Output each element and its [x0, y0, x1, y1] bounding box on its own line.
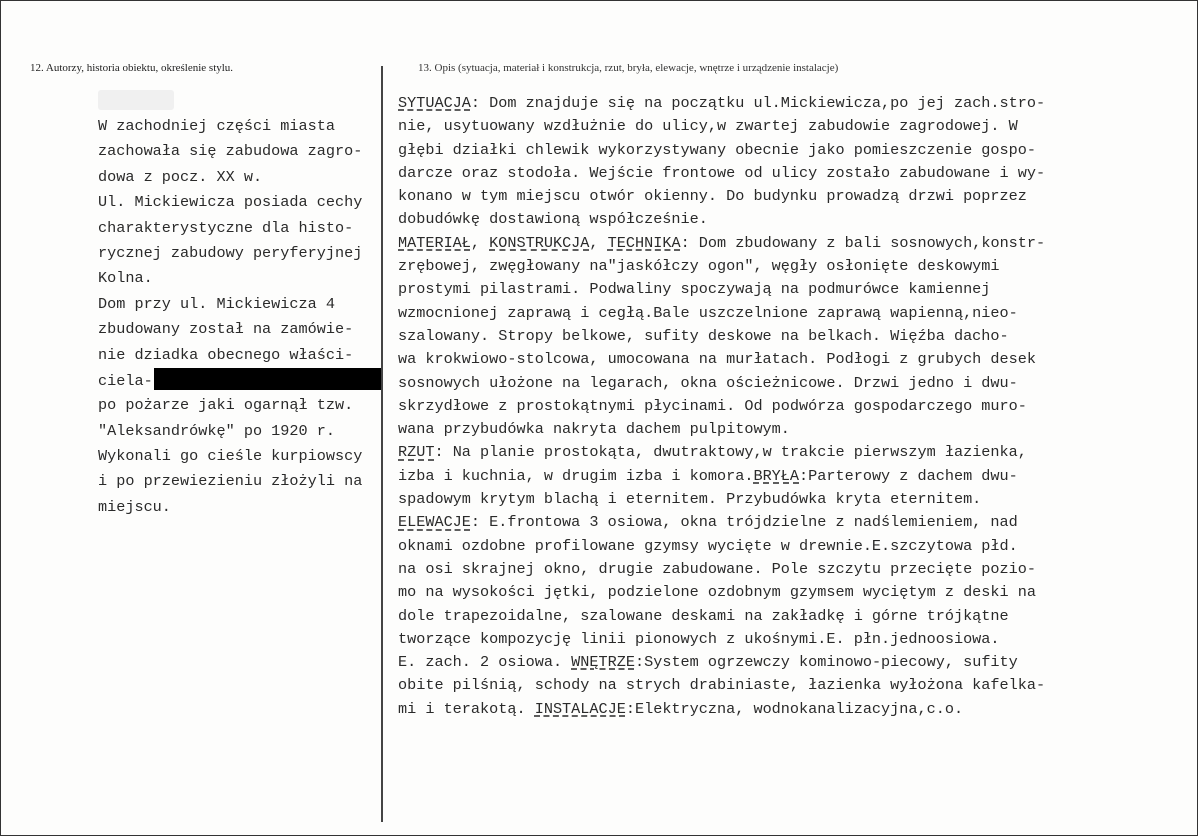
text-line: [98, 266, 388, 291]
text-segment: wana przybudówka nakryta dachem pulpitowym.: [398, 420, 790, 439]
text-segment: darcze oraz stodoła. Wejście frontowe od ulicy zostało zabudowane i wy-: [398, 163, 1046, 182]
text-line-content: po pożarze jaki ogarnął tzw.: [98, 396, 354, 415]
text-line: [398, 535, 1188, 558]
section-keyword: WNĘTRZE: [571, 653, 635, 672]
text-line: [398, 698, 1188, 721]
text-line: [398, 558, 1188, 581]
section-keyword: MATERIAŁ: [398, 233, 471, 252]
text-line: [398, 348, 1188, 371]
section-keyword: RZUT: [398, 443, 435, 462]
text-line: [98, 368, 388, 393]
text-line: [98, 317, 388, 342]
text-segment: wzmocnionej zaprawą i cegłą.Bale uszczelnione zaprawą wapienną,nieo-: [398, 303, 1018, 322]
text-line-content: W zachodniej części miasta: [98, 117, 335, 135]
text-line-content: ciela-: [98, 371, 153, 390]
text-line-content: Wykonali go cieśle kurpiowscy: [98, 447, 363, 466]
section-keyword: INSTALACJE: [534, 699, 626, 718]
text-segment: zrębowej, zwęgłowany na"jaskółczy ogon", węgły osłonięte deskowymi: [398, 257, 1000, 276]
text-line: [98, 216, 388, 241]
text-line: [98, 241, 388, 266]
section-keyword: SYTUACJA: [398, 94, 471, 112]
text-line: [398, 232, 1188, 255]
erased-mark: [98, 90, 174, 110]
text-line: [398, 605, 1188, 628]
text-segment: ,: [589, 233, 608, 252]
text-segment: oknami ozdobne profilowane gzymsy wycięte w drewnie.E.szczytowa płd.: [398, 536, 1018, 555]
text-line: [98, 495, 388, 520]
text-line: [398, 325, 1188, 348]
text-line-content: Kolna.: [98, 269, 153, 288]
authors-history-text: [98, 114, 388, 520]
text-segment: dobudówkę dostawioną współcześnie.: [398, 210, 708, 229]
text-line: [398, 395, 1188, 418]
text-line: [398, 511, 1188, 534]
text-line-content: miejscu.: [98, 497, 171, 516]
section-keyword: BRYŁA: [753, 466, 800, 485]
text-segment: : Dom zbudowany z bali sosnowych,konstr-: [680, 233, 1046, 252]
text-line: [398, 628, 1188, 651]
text-line: [398, 651, 1188, 674]
text-segment: :Elektryczna, wodnokanalizacyjna,c.o.: [625, 699, 964, 718]
text-segment: skrzydłowe z prostokątnymi płycinami. Od podwórza gospodarczego muro-: [398, 396, 1027, 415]
text-segment: szalowany. Stropy belkowe, sufity deskowe na belkach. Więźba dacho-: [398, 326, 1009, 345]
text-segment: konano w tym miejscu otwór okienny. Do budynku prowadzą drzwi poprzez: [398, 187, 1027, 206]
text-line: [398, 115, 1188, 138]
text-line: [398, 139, 1188, 162]
text-line: [398, 185, 1188, 208]
text-segment: sosnowych ułożone na legarach, okna ościeżnicowe. Drzwi jedno i dwu-: [398, 373, 1018, 392]
text-line-content: dowa z pocz. XX w.: [98, 167, 263, 186]
text-line: [98, 139, 388, 164]
text-segment: :System ogrzewczy kominowo-piecowy, sufity: [634, 653, 1018, 672]
text-line: [98, 190, 388, 215]
text-segment: : Na planie prostokąta, dwutraktowy,w trakcie pierwszym łazienka,: [434, 443, 1027, 462]
text-line-content: Ul. Mickiewicza posiada cechy: [98, 193, 363, 212]
text-segment: obite pilśnią, schody na strych drabiniaste, łazienka wyłożona kafelka-: [398, 676, 1046, 695]
text-line-content: zbudowany został na zamówie-: [98, 320, 354, 339]
text-line: [98, 114, 388, 139]
description-text: [398, 92, 1188, 721]
text-line: [98, 419, 388, 444]
text-segment: ,: [470, 233, 490, 252]
text-segment: tworzące kompozycję linii pionowych z ukośnymi.E. płn.jednoosiowa.: [398, 629, 1000, 648]
text-line-content: i po przewiezieniu złożyli na: [98, 472, 363, 491]
text-segment: głębi działki chlewik wykorzystywany obecnie jako pomieszczenie gospo-: [398, 140, 1036, 159]
text-line: [98, 165, 388, 190]
text-segment: wa krokwiowo-stolcowa, umocowana na murłatach. Podłogi z grubych desek: [398, 350, 1036, 369]
text-line: [98, 393, 388, 418]
text-line: [398, 674, 1188, 697]
section-keyword: TECHNIKA: [607, 233, 681, 252]
text-line-content: charakterystyczne dla histo-: [98, 218, 354, 237]
text-segment: : Dom znajduje się na początku ul.Mickiewicza,po jej zach.stro-: [470, 94, 1046, 112]
redaction-bar: [154, 368, 381, 390]
text-segment: spadowym krytym blachą i eternitem. Przybudówka kryta eternitem.: [398, 490, 982, 509]
text-line: [98, 343, 388, 368]
text-segment: : E.frontowa 3 osiowa, okna trójdzielne z nadślemieniem, nad: [470, 513, 1018, 532]
text-line: [98, 469, 388, 494]
text-line-content: nie dziadka obecnego właści-: [98, 345, 354, 364]
text-segment: prostymi pilastrami. Podwaliny spoczywają na podmurówce kamiennej: [398, 280, 991, 299]
text-line: [398, 255, 1188, 278]
text-line: [398, 162, 1188, 185]
text-line-content: zachowała się zabudowa zagro-: [98, 142, 363, 161]
text-line: [398, 418, 1188, 441]
text-line: [398, 488, 1188, 511]
text-line-content: Dom przy ul. Mickiewicza 4: [98, 294, 335, 313]
text-line: [98, 444, 388, 469]
text-segment: mo na wysokości jętki, podzielone ozdobnym gzymsem wyciętym z deski na: [398, 583, 1036, 602]
text-line: [398, 465, 1188, 488]
text-segment: na osi skrajnej okno, drugie zabudowane. Pole szczytu przecięte pozio-: [398, 559, 1036, 578]
text-segment: izba i kuchnia, w drugim izba i komora.: [398, 466, 754, 485]
text-line-content: "Aleksandrówkę" po 1920 r.: [98, 421, 335, 440]
text-segment: nie, usytuowany wzdłużnie do ulicy,w zwartej zabudowie zagrodowej. W: [398, 117, 1018, 136]
section-13-heading: 13. Opis (sytuacja, materiał i konstrukcja, rzut, bryła, elewacje, wnętrze i urządzenie instalacje): [418, 62, 839, 74]
section-12-heading: 12. Autorzy, historia obiektu, określenie stylu.: [30, 62, 234, 74]
text-line: [398, 208, 1188, 231]
text-line-content: rycznej zabudowy peryferyjnej: [98, 243, 363, 262]
text-line: [98, 292, 388, 317]
text-line: [398, 372, 1188, 395]
text-line: [398, 441, 1188, 464]
text-segment: E. zach. 2 osiowa.: [398, 653, 572, 672]
text-line: [398, 581, 1188, 604]
text-line: [398, 302, 1188, 325]
text-line: [398, 278, 1188, 301]
text-segment: mi i terakotą.: [398, 699, 535, 718]
text-segment: :Parterowy z dachem dwu-: [799, 466, 1018, 485]
section-keyword: ELEWACJE: [398, 513, 471, 532]
text-segment: dole trapezoidalne, szalowane deskami na zakładkę i górne trójkątne: [398, 606, 1009, 625]
section-keyword: KONSTRUKCJA: [489, 233, 590, 252]
text-line: [398, 92, 1188, 115]
